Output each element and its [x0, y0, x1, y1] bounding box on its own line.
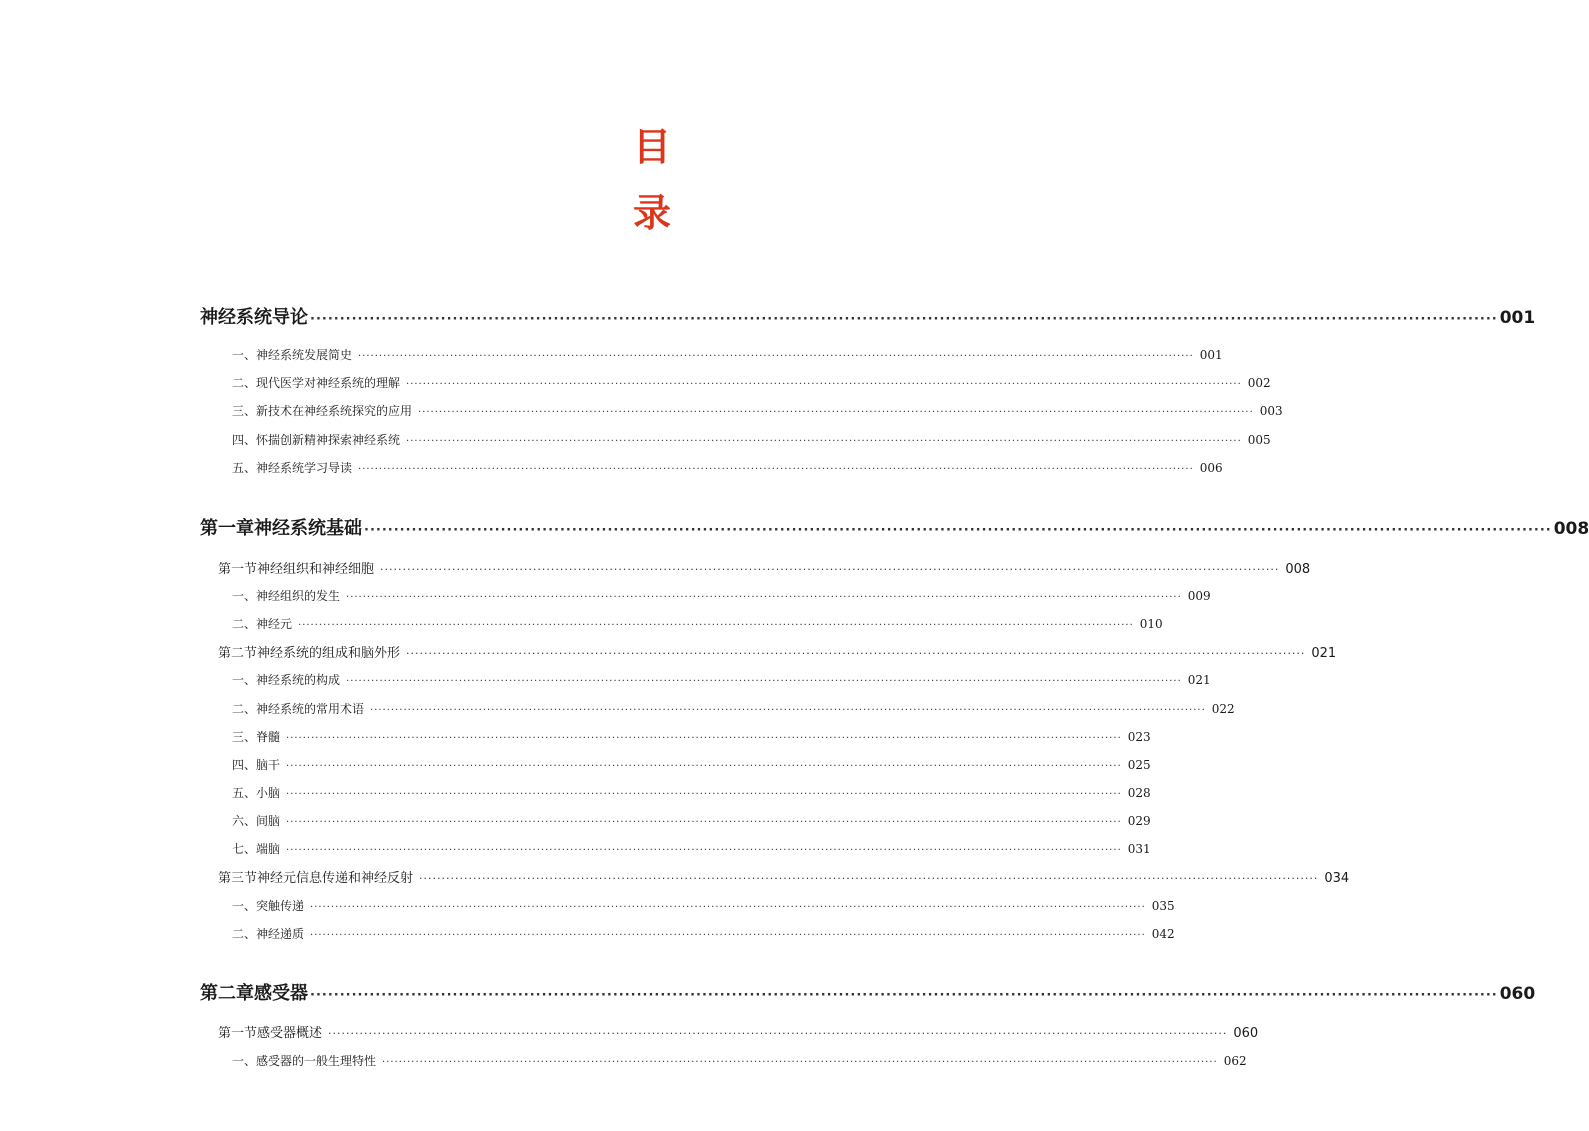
toc-item[interactable]: 六、间脑 ········································································································································································································ 029	[232, 814, 1151, 828]
toc-section[interactable]	[218, 867, 1350, 886]
toc-item[interactable]: 一、神经组织的发生 ········································································································································································································ 009	[232, 589, 1211, 603]
toc-item[interactable]: 五、小脑 ········································································································································································································ 028	[232, 786, 1151, 800]
page-number: 001	[1499, 308, 1536, 328]
leader-dots: ········································································································································································································	[418, 407, 1254, 418]
leader-dots: ········································································································································································································	[286, 761, 1122, 772]
toc-item[interactable]: 四、脑干 ········································································································································································································ 025	[232, 758, 1151, 772]
page-number: 060	[1233, 1026, 1259, 1041]
toc-item[interactable]: 二、神经元 ········································································································································································································ 010	[232, 617, 1163, 631]
section-title: 神经系统的组成和脑外形	[257, 646, 401, 661]
page-number: 062	[1223, 1054, 1247, 1068]
section-number: 第一节	[218, 562, 258, 577]
chapter-number: 第一章	[200, 518, 254, 539]
leader-dots: ········································································································································································································	[346, 676, 1182, 687]
page-number: 021	[1187, 673, 1211, 687]
page-number: 005	[1247, 433, 1271, 447]
leader-dots: ········································································································································································································	[406, 379, 1242, 390]
toc-item[interactable]: 三、脊髓 ········································································································································································································ 023	[232, 730, 1151, 744]
page-number: 006	[1199, 461, 1223, 475]
leader-dots: ········································································································································································································	[419, 872, 1319, 885]
page-number: 060	[1499, 984, 1536, 1004]
toc-item[interactable]: 二、神经递质 ········································································································································································································ 042	[232, 927, 1175, 941]
leader-dots: ········································································································································································································	[358, 464, 1194, 475]
page-number: 022	[1211, 702, 1235, 716]
section-number: 第二节	[218, 646, 258, 661]
leader-dots: ········································································································································································································	[310, 312, 1498, 327]
leader-dots: ········································································································································································································	[286, 845, 1122, 856]
page-number: 025	[1127, 758, 1151, 772]
toc-section[interactable]	[218, 558, 1311, 577]
section-title: 神经元信息传递和神经反射	[257, 871, 414, 886]
section-number: 第三节	[218, 871, 258, 886]
toc-item[interactable]: 一、感受器的一般生理特性 ········································································································································································································ 062	[232, 1054, 1247, 1068]
page-title	[628, 125, 676, 260]
toc-item[interactable]: 一、突触传递 ········································································································································································································ 035	[232, 899, 1175, 913]
page-number: 042	[1151, 927, 1175, 941]
toc-item[interactable]: 二、现代医学对神经系统的理解 ········································································································································································································ 002	[232, 376, 1271, 390]
toc-item[interactable]: 二、神经系统的常用术语 ········································································································································································································ 022	[232, 702, 1235, 716]
toc-item[interactable]: 四、怀揣创新精神探索神经系统 ········································································································································································································ 005	[232, 433, 1271, 447]
toc-chapter-1[interactable]	[200, 514, 1589, 540]
page-number: 023	[1127, 730, 1151, 744]
leader-dots: ········································································································································································································	[286, 733, 1122, 744]
toc-section[interactable]	[218, 642, 1337, 661]
leader-dots: ········································································································································································································	[310, 988, 1498, 1003]
leader-dots: ········································································································································································································	[286, 817, 1122, 828]
toc-item[interactable]: 一、神经系统发展简史 ········································································································································································································ 001	[232, 348, 1223, 362]
leader-dots: ········································································································································································································	[370, 705, 1206, 716]
page-number: 021	[1311, 646, 1337, 661]
leader-dots: ········································································································································································································	[382, 1057, 1218, 1068]
section-title: 神经组织和神经细胞	[257, 562, 375, 577]
page-number: 008	[1285, 562, 1311, 577]
leader-dots: ········································································································································································································	[310, 930, 1146, 941]
chapter-title: 神经系统基础	[254, 518, 362, 539]
page-number: 034	[1324, 871, 1350, 886]
section-number: 第一节	[218, 1026, 258, 1041]
page-number: 009	[1187, 589, 1211, 603]
page-number: 003	[1259, 404, 1283, 418]
page-number: 029	[1127, 814, 1151, 828]
section-title: 感受器概述	[257, 1026, 323, 1041]
page-number: 028	[1127, 786, 1151, 800]
leader-dots: ········································································································································································································	[298, 620, 1134, 631]
page-number: 010	[1139, 617, 1163, 631]
toc-chapter-2[interactable]	[200, 979, 1536, 1005]
toc-item[interactable]: 三、新技术在神经系统探究的应用 ········································································································································································································ 003	[232, 404, 1283, 418]
title-char-mu: 目	[632, 125, 671, 169]
page-number: 001	[1199, 348, 1223, 362]
title-char-lu: 录	[632, 191, 671, 235]
page-number: 035	[1151, 899, 1175, 913]
leader-dots: ········································································································································································································	[328, 1027, 1228, 1040]
leader-dots: ········································································································································································································	[406, 647, 1306, 660]
toc-item[interactable]: 七、端脑 ········································································································································································································ 031	[232, 842, 1151, 856]
leader-dots: ········································································································································································································	[346, 592, 1182, 603]
chapter-title: 感受器	[254, 983, 308, 1004]
leader-dots: ········································································································································································································	[358, 351, 1194, 362]
toc-part-intro[interactable]	[200, 303, 1536, 329]
page-number: 002	[1247, 376, 1271, 390]
part-title: 神经系统导论	[200, 307, 308, 328]
chapter-number: 第二章	[200, 983, 254, 1004]
leader-dots: ········································································································································································································	[364, 523, 1552, 538]
leader-dots: ········································································································································································································	[406, 436, 1242, 447]
leader-dots: ········································································································································································································	[286, 789, 1122, 800]
toc-item[interactable]: 五、神经系统学习导读 ········································································································································································································ 006	[232, 461, 1223, 475]
toc-item[interactable]: 一、神经系统的构成 ········································································································································································································ 021	[232, 673, 1211, 687]
page-number: 008	[1553, 519, 1589, 539]
leader-dots: ········································································································································································································	[310, 902, 1146, 913]
leader-dots: ········································································································································································································	[380, 563, 1280, 576]
toc-section[interactable]	[218, 1022, 1259, 1041]
page-number: 031	[1127, 842, 1151, 856]
